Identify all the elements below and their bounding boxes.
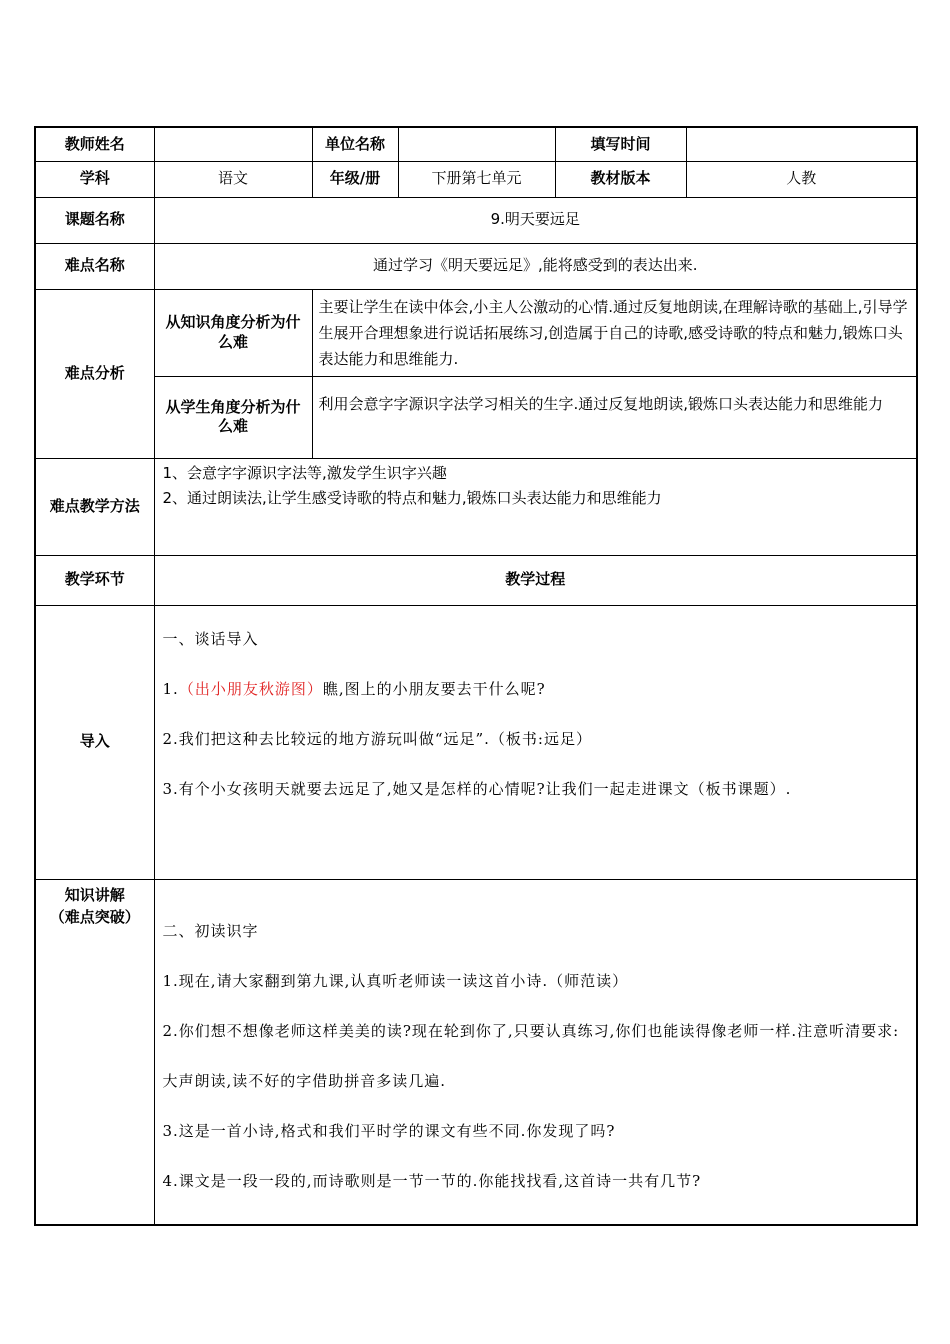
stage-header: 教学环节 [35,555,154,605]
knowledge-line-3: 3.这是一首小诗,格式和我们平时学的课文有些不同.你发现了吗? [162,1121,616,1140]
intro-label: 导入 [35,605,154,879]
topic-row [35,197,917,243]
intro-line-3: 3.有个小女孩明天就要去远足了,她又是怎样的心情呢?让我们一起走进课文（板书课题）. [162,779,792,798]
student-angle-text: 利用会意字字源识字法学习相关的生字.通过反复地朗读,锻炼口头表达能力和思维能力 [312,376,917,458]
knowledge-line-2: 2.你们想不想像老师这样美美的读?现在轮到你了,只要认真练习,你们也能读得像老师一样.注意听清要求:大声朗读,读不好的字借助拼音多读几遍. [162,1021,900,1090]
process-header-row [35,555,917,605]
subject-value: 语文 [154,161,312,197]
method-label: 难点教学方法 [35,458,154,555]
intro-line-2: 2.我们把这种去比较远的地方游玩叫做“远足”.（板书:远足） [162,729,592,748]
knowledge-row [35,879,917,1225]
lesson-plan-table [34,126,918,1226]
unit-label: 单位名称 [312,127,398,161]
analysis-knowledge-row [35,289,917,376]
teacher-name-label: 教师姓名 [35,127,154,161]
unit-value [398,127,555,161]
grade-label: 年级/册 [312,161,398,197]
knowledge-label-line-1: 知识讲解 [64,885,125,904]
header-row-2 [35,161,917,197]
intro-line-1-prefix: 1. [162,679,179,698]
knowledge-line-4: 4.课文是一段一段的,而诗歌则是一节一节的.你能找找看,这首诗一共有几节? [162,1171,702,1190]
analysis-student-row [35,376,917,458]
intro-picture-cue: （出小朋友秋游图） [178,679,323,698]
difficulty-value: 通过学习《明天要远足》,能将感受到的表达出来. [154,243,917,289]
intro-line-1 [163,664,909,714]
intro-row [35,605,917,879]
knowledge-angle-label: 从知识角度分析为什么难 [154,289,312,376]
knowledge-angle-text: 主要让学生在读中体会,小主人公激动的心情.通过反复地朗读,在理解诗歌的基础上,引导学生展开合理想象进行说话拓展练习,创造属于自己的诗歌,感受诗歌的特点和魅力,锻炼口头表达能力和思维能力. [312,289,917,376]
edition-value: 人教 [686,161,917,197]
method-item: 1、会意字字源识字法等,激发学生识字兴趣 [162,463,447,482]
method-row [35,458,917,555]
intro-content [154,605,917,879]
method-item: 2、通过朗读法,让学生感受诗歌的特点和魅力,锻炼口头表达能力和思维能力 [162,488,662,507]
topic-label: 课题名称 [35,197,154,243]
difficulty-row [35,243,917,289]
subject-label: 学科 [35,161,154,197]
intro-line-1-rest: 瞧,图上的小朋友要去干什么呢? [322,679,546,698]
knowledge-label [35,879,154,1225]
header-row-1 [35,127,917,161]
fill-time-value [686,127,917,161]
knowledge-line-1: 1.现在,请大家翻到第九课,认真听老师读一读这首小诗.（师范读） [162,971,629,990]
topic-value: 9.明天要远足 [154,197,917,243]
knowledge-label-line-2: （难点突破） [49,907,140,926]
knowledge-content [154,879,917,1225]
grade-value: 下册第七单元 [398,161,555,197]
teacher-name-value [154,127,312,161]
analysis-label: 难点分析 [35,289,154,458]
edition-label: 教材版本 [555,161,686,197]
knowledge-heading: 二、初读识字 [162,921,259,940]
intro-heading: 一、谈话导入 [162,629,259,648]
process-header: 教学过程 [154,555,917,605]
fill-time-label: 填写时间 [555,127,686,161]
difficulty-label: 难点名称 [35,243,154,289]
method-list [154,458,917,555]
student-angle-label: 从学生角度分析为什么难 [154,376,312,458]
